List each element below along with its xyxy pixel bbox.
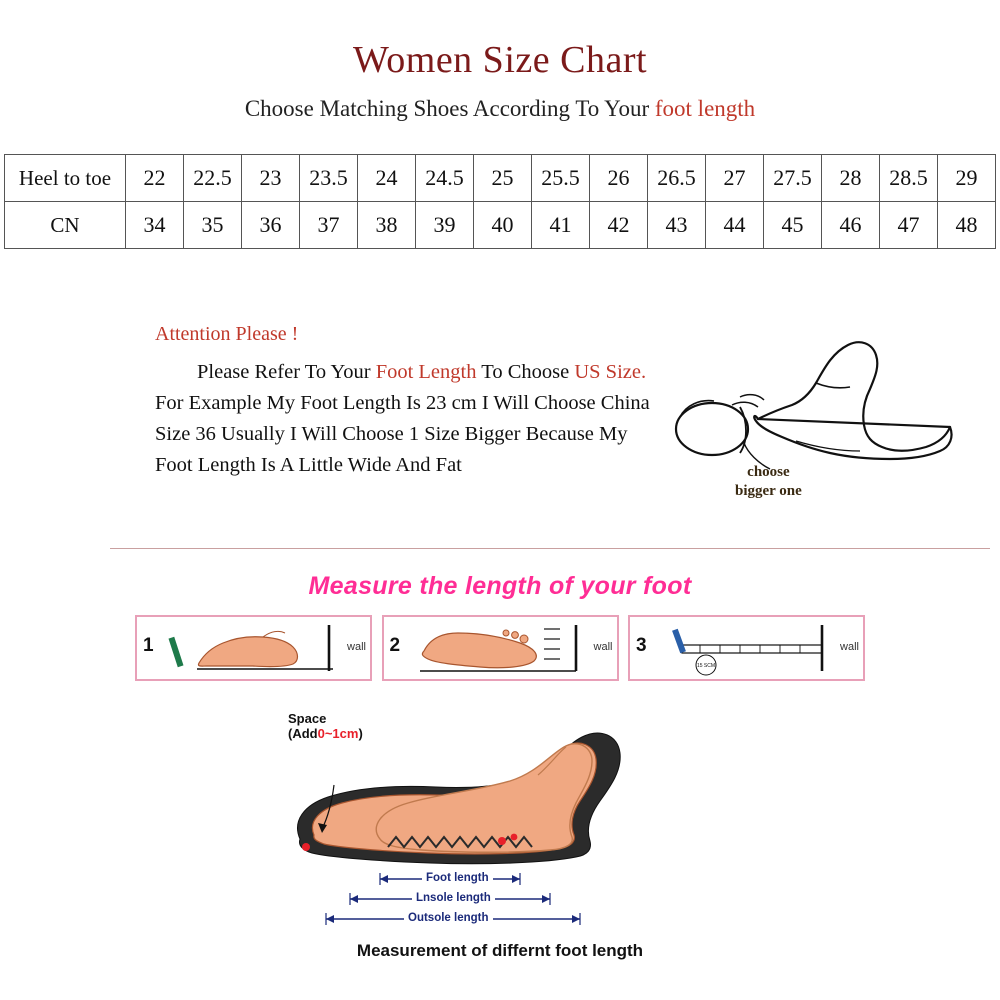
cell-heel-1: 22.5 bbox=[184, 155, 242, 202]
cell-cn-5: 39 bbox=[416, 202, 474, 249]
attention-line1-a: Please Refer To Your bbox=[197, 361, 376, 383]
measure-step-1 bbox=[135, 615, 372, 681]
cell-heel-2: 23 bbox=[242, 155, 300, 202]
subtitle-prefix: Choose Matching Shoes According To Your bbox=[244, 96, 655, 121]
attention-line1-b: Foot Length bbox=[375, 361, 477, 383]
size-chart-table bbox=[4, 154, 996, 249]
measure-step-2 bbox=[382, 615, 619, 681]
cell-cn-12: 46 bbox=[822, 202, 880, 249]
cell-heel-12: 28 bbox=[822, 155, 880, 202]
measure-steps bbox=[135, 615, 865, 681]
dimension-label-foot-length: Foot length bbox=[422, 872, 493, 884]
cell-heel-10: 27 bbox=[706, 155, 764, 202]
sketch-note-line-2: bigger one bbox=[735, 483, 802, 499]
cell-cn-8: 42 bbox=[590, 202, 648, 249]
cell-cn-0: 34 bbox=[126, 202, 184, 249]
cell-heel-13: 28.5 bbox=[880, 155, 938, 202]
sketch-note-line-1: choose bbox=[747, 464, 790, 480]
cell-heel-4: 24 bbox=[358, 155, 416, 202]
measure-step-3 bbox=[628, 615, 865, 681]
cell-heel-7: 25.5 bbox=[532, 155, 590, 202]
cell-heel-11: 27.5 bbox=[764, 155, 822, 202]
attention-section bbox=[0, 323, 1000, 503]
cell-cn-11: 45 bbox=[764, 202, 822, 249]
section-divider bbox=[110, 548, 990, 549]
diagram-caption: Measurement of differnt foot length bbox=[356, 941, 644, 960]
cell-cn-3: 37 bbox=[300, 202, 358, 249]
page-header bbox=[0, 0, 1000, 122]
attention-line1-c: To Choose bbox=[476, 361, 575, 383]
cell-heel-0: 22 bbox=[126, 155, 184, 202]
measure-title: Measure the length of your foot bbox=[308, 572, 692, 600]
cell-cn-6: 40 bbox=[474, 202, 532, 249]
step-2-number: 2 bbox=[389, 635, 401, 656]
sketch-note bbox=[735, 463, 802, 501]
step-3-number: 3 bbox=[636, 635, 647, 656]
table-row bbox=[5, 202, 996, 249]
cell-cn-2: 36 bbox=[242, 202, 300, 249]
cell-cn-1: 35 bbox=[184, 202, 242, 249]
attention-line-3: Size 36 Usually I Will Choose 1 Size Bigger Because My bbox=[155, 423, 628, 445]
space-label-add: (Add bbox=[288, 726, 318, 741]
foot-measurement-diagram bbox=[270, 689, 730, 939]
table-row bbox=[5, 155, 996, 202]
cell-heel-3: 23.5 bbox=[300, 155, 358, 202]
cell-heel-9: 26.5 bbox=[648, 155, 706, 202]
cell-cn-4: 38 bbox=[358, 202, 416, 249]
attention-line-4: Foot Length Is A Little Wide And Fat bbox=[155, 454, 462, 476]
space-label-line-2 bbox=[288, 726, 363, 741]
step-3-illustration bbox=[630, 617, 863, 679]
row-label-heel-to-toe: Heel to toe bbox=[5, 155, 126, 202]
cell-cn-7: 41 bbox=[532, 202, 590, 249]
attention-title: Attention Please ! bbox=[155, 323, 299, 345]
cell-heel-6: 25 bbox=[474, 155, 532, 202]
space-label-line-1: Space bbox=[288, 711, 327, 726]
cell-heel-8: 26 bbox=[590, 155, 648, 202]
page-subtitle bbox=[0, 96, 1000, 122]
size-chart-table-wrapper bbox=[0, 154, 1000, 249]
attention-line1-d: US Size. bbox=[574, 361, 647, 383]
svg-text:15 SCM: 15 SCM bbox=[696, 663, 716, 669]
subtitle-highlight: foot length bbox=[654, 96, 756, 121]
step-3-wall-label: wall bbox=[840, 641, 859, 653]
cell-heel-5: 24.5 bbox=[416, 155, 474, 202]
step-1-illustration bbox=[137, 617, 370, 679]
page-title: Women Size Chart bbox=[352, 39, 648, 81]
cell-cn-13: 47 bbox=[880, 202, 938, 249]
attention-line-2: For Example My Foot Length Is 23 cm I Will Choose China bbox=[155, 392, 650, 414]
cell-cn-10: 44 bbox=[706, 202, 764, 249]
space-label-close: ) bbox=[358, 726, 363, 741]
step-2-illustration bbox=[384, 617, 617, 679]
cell-heel-14: 29 bbox=[938, 155, 996, 202]
space-label bbox=[288, 711, 363, 741]
cell-cn-14: 48 bbox=[938, 202, 996, 249]
space-label-range: 0~1cm bbox=[317, 726, 359, 741]
step-1-wall-label: wall bbox=[347, 641, 366, 653]
step-2-wall-label: wall bbox=[593, 641, 613, 653]
dimension-label-insole-length: Lnsole length bbox=[412, 892, 495, 904]
row-label-cn: CN bbox=[5, 202, 126, 249]
step-1-number: 1 bbox=[143, 635, 154, 656]
cell-cn-9: 43 bbox=[648, 202, 706, 249]
dimension-label-outsole-length: Outsole length bbox=[404, 912, 493, 924]
measure-section bbox=[0, 572, 1000, 961]
